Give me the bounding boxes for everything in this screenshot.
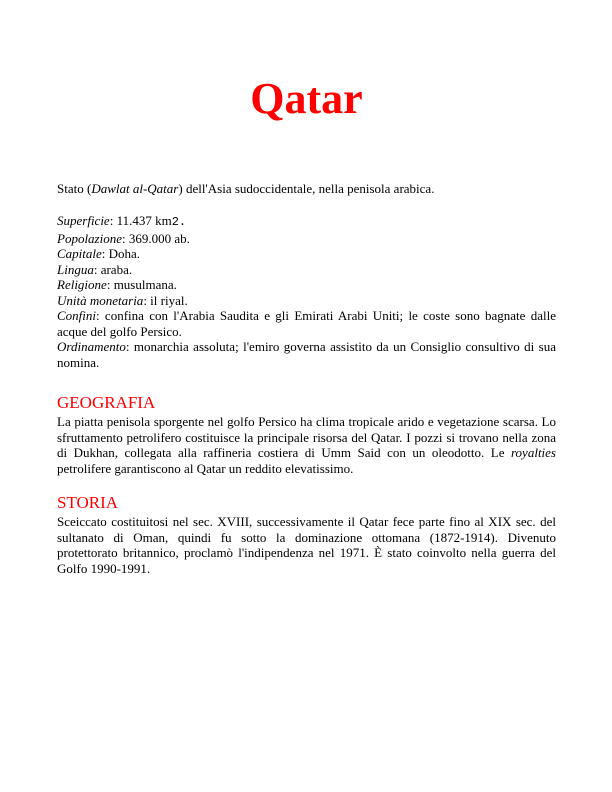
geografia-text-before: La piatta penisola sporgente nel golfo Persico ha clima tropicale arido e vegetazione scarsa. Lo sfruttamento petrolifero costituisce la principale risorsa del Qatar. I pozzi si trovano nella zona di Dukhan, collegata alla raffineria costiera di Umm Said con un oleodotto. Le [57, 414, 556, 460]
page-title: Qatar [250, 74, 363, 123]
section-body-storia: Sceiccato costituitosi nel sec. XVIII, successivamente il Qatar fece parte fino al XIX sec. del sultanato di Oman, quindi fu sotto la dominazione ottomana (1872-1914). Divenuto protettorato britannico, proclamò l'indipendenza nel 1971. È stato coinvolto nella guerra del Golfo 1990-1991. [57, 514, 556, 576]
section-body-geografia [57, 414, 556, 476]
fact-unita-monetaria [57, 293, 556, 309]
fact-value: : il riyal. [143, 292, 188, 308]
geografia-text-italic: royalties [510, 445, 556, 460]
fact-label: Superficie [57, 213, 110, 228]
fact-capitale [57, 246, 556, 262]
section-heading-storia: STORIA [57, 493, 119, 512]
section-heading-geografia: GEOGRAFIA [57, 393, 156, 412]
fact-superficie [57, 213, 556, 231]
fact-ordinamento [57, 339, 556, 370]
intro-pre: Stato ( [57, 181, 92, 196]
fact-value: : Doha. [101, 246, 141, 261]
intro-post: ) dell'Asia sudoccidentale, nella penisola arabica. [178, 181, 435, 196]
fact-label: Capitale [57, 246, 102, 261]
fact-label: Ordinamento [57, 339, 126, 354]
geografia-text-after: petrolifere garantiscono al Qatar un reddito elevatissimo. [57, 460, 354, 476]
fact-lingua [57, 262, 556, 278]
fact-value: : musulmana. [106, 277, 177, 292]
fact-label: Confini [57, 308, 97, 323]
fact-value: : araba. [93, 261, 133, 277]
fact-value: : confina con l'Arabia Saudita e gli Emirati Arabi Uniti; le coste sono bagnate dalle acque del golfo Persico. [57, 308, 556, 339]
intro-paragraph [57, 181, 556, 197]
fact-label: Lingua [57, 261, 94, 277]
fact-value: : 11.437 km [109, 213, 172, 228]
section-storia [57, 493, 556, 576]
section-geografia [57, 393, 556, 476]
fact-value: : monarchia assoluta; l'emiro governa assistito da un Consiglio consultivo di sua nomina. [57, 339, 556, 370]
fact-confini [57, 308, 556, 339]
fact-unit: 2. [171, 215, 187, 229]
fact-label: Popolazione [57, 230, 122, 246]
fact-value: : 369.000 ab. [122, 230, 190, 246]
fact-popolazione [57, 231, 556, 247]
fact-religione [57, 277, 556, 293]
facts-list [57, 213, 556, 370]
fact-label: Religione [57, 277, 107, 292]
native-name: Dawlat al-Qatar [91, 181, 179, 196]
fact-label: Unità monetaria [57, 292, 144, 308]
